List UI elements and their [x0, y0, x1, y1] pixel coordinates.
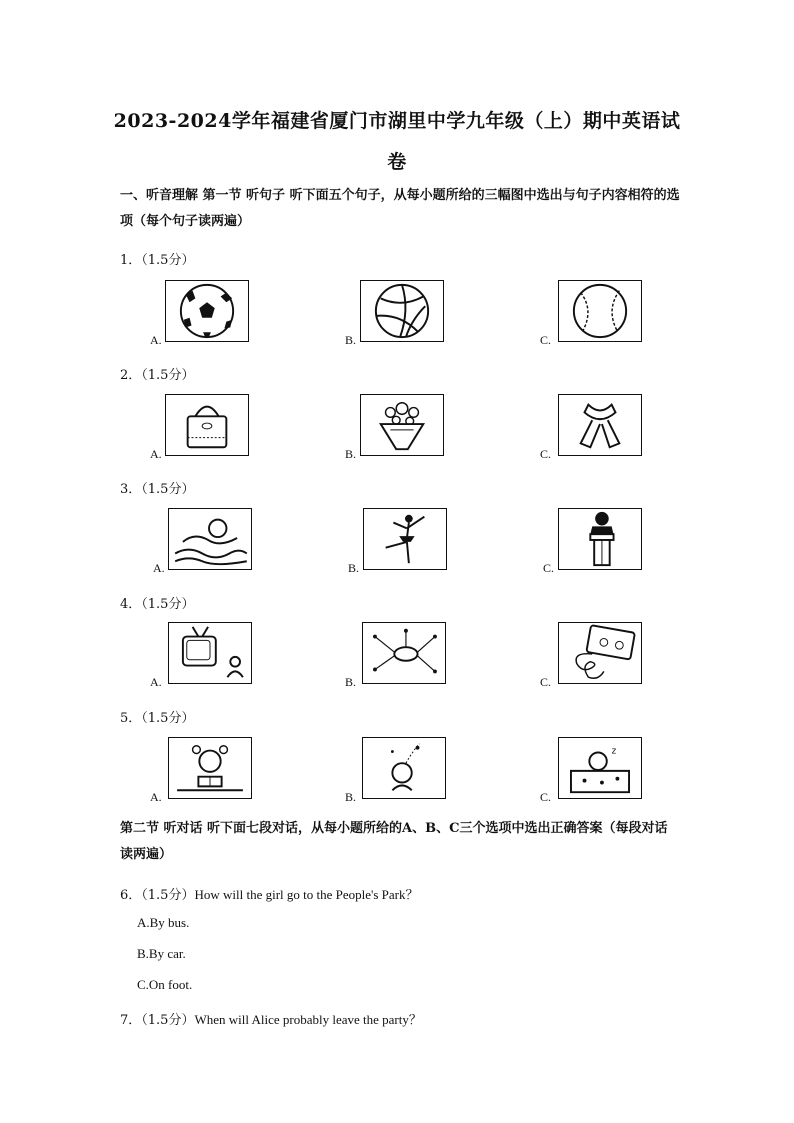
choice-6c[interactable]: C.On foot. — [137, 977, 193, 992]
title-line-1: 2023-2024学年福建省厦门市湖里中学九年级（上）期中英语试 — [113, 110, 681, 132]
mind-map-icon — [362, 622, 446, 684]
question-5-label: 5．（1.5分） — [120, 711, 195, 726]
question-2-options — [120, 394, 680, 462]
question-4-label: 4．（1.5分） — [120, 597, 195, 612]
option-4b[interactable] — [345, 622, 475, 690]
option-2a[interactable] — [150, 394, 280, 462]
question-7 — [120, 1009, 422, 1028]
question-5-options — [120, 737, 680, 805]
option-1c[interactable] — [540, 280, 670, 348]
svg-text:z: z — [611, 746, 617, 757]
ballet-dancer-icon — [363, 508, 447, 570]
question-6-label: 6．（1.5分） — [120, 888, 195, 903]
option-letter: C. — [540, 675, 552, 689]
option-5a[interactable] — [150, 737, 280, 805]
speaker-podium-icon — [558, 508, 642, 570]
option-5c[interactable] — [540, 737, 670, 805]
question-3-options — [120, 508, 680, 576]
option-3a[interactable] — [150, 508, 280, 576]
question-1-options — [120, 280, 680, 348]
swimmer-icon — [168, 508, 252, 570]
option-letter: A. — [150, 447, 162, 461]
girl-thinking-icon — [362, 737, 446, 799]
handbag-icon — [165, 394, 249, 456]
question-6 — [120, 884, 419, 903]
option-2c[interactable] — [540, 394, 670, 462]
question-6-text: How will the girl go to the People's Park？ — [194, 887, 419, 902]
question-2-label: 2．（1.5分） — [120, 368, 195, 383]
scarf-icon — [558, 394, 642, 456]
option-letter: C. — [543, 561, 555, 575]
girl-reading-icon — [168, 737, 252, 799]
option-4c[interactable] — [540, 622, 670, 690]
option-4a[interactable] — [150, 622, 280, 690]
option-2b[interactable] — [345, 394, 475, 462]
option-letter: A. — [153, 561, 165, 575]
option-letter: B. — [345, 675, 357, 689]
option-letter: B. — [348, 561, 360, 575]
option-letter: B. — [345, 447, 357, 461]
option-letter: A. — [150, 675, 162, 689]
question-7-label: 7．（1.5分） — [120, 1013, 195, 1028]
option-1b[interactable] — [345, 280, 475, 348]
option-letter: A. — [150, 333, 162, 347]
option-3c[interactable] — [540, 508, 670, 576]
option-letter: A. — [150, 790, 162, 804]
option-letter: C. — [540, 333, 552, 347]
question-4-options — [120, 622, 680, 690]
question-1-label: 1．（1.5分） — [120, 253, 195, 268]
section2-intro: 第二节 听对话 听下面七段对话，从每小题所给的A、B、C三个选项中选出正确答案（每段对话读两遍） — [120, 821, 668, 862]
option-letter: B. — [345, 790, 357, 804]
option-letter: B. — [345, 333, 357, 347]
option-1a[interactable] — [150, 280, 280, 348]
choice-6a[interactable]: A.By bus. — [137, 915, 190, 930]
baseball-icon — [558, 280, 642, 342]
television-child-icon — [168, 622, 252, 684]
soccer-ball-icon — [165, 280, 249, 342]
choice-6b[interactable]: B.By car. — [137, 946, 186, 961]
cassette-tape-icon — [558, 622, 642, 684]
boy-sleeping-icon — [558, 737, 642, 799]
option-letter: C. — [540, 790, 552, 804]
option-3b[interactable] — [345, 508, 475, 576]
option-letter: C. — [540, 447, 552, 461]
question-3-label: 3．（1.5分） — [120, 482, 195, 497]
question-7-text: When will Alice probably leave the party？ — [194, 1012, 422, 1027]
section1-intro: 一、听音理解 第一节 听句子 听下面五个句子，从每小题所给的三幅图中选出与句子内容相符的选项（每个句子读两遍） — [120, 188, 680, 229]
volleyball-icon — [360, 280, 444, 342]
option-5b[interactable] — [345, 737, 475, 805]
title-line-2: 卷 — [387, 151, 407, 173]
flower-bouquet-icon — [360, 394, 444, 456]
